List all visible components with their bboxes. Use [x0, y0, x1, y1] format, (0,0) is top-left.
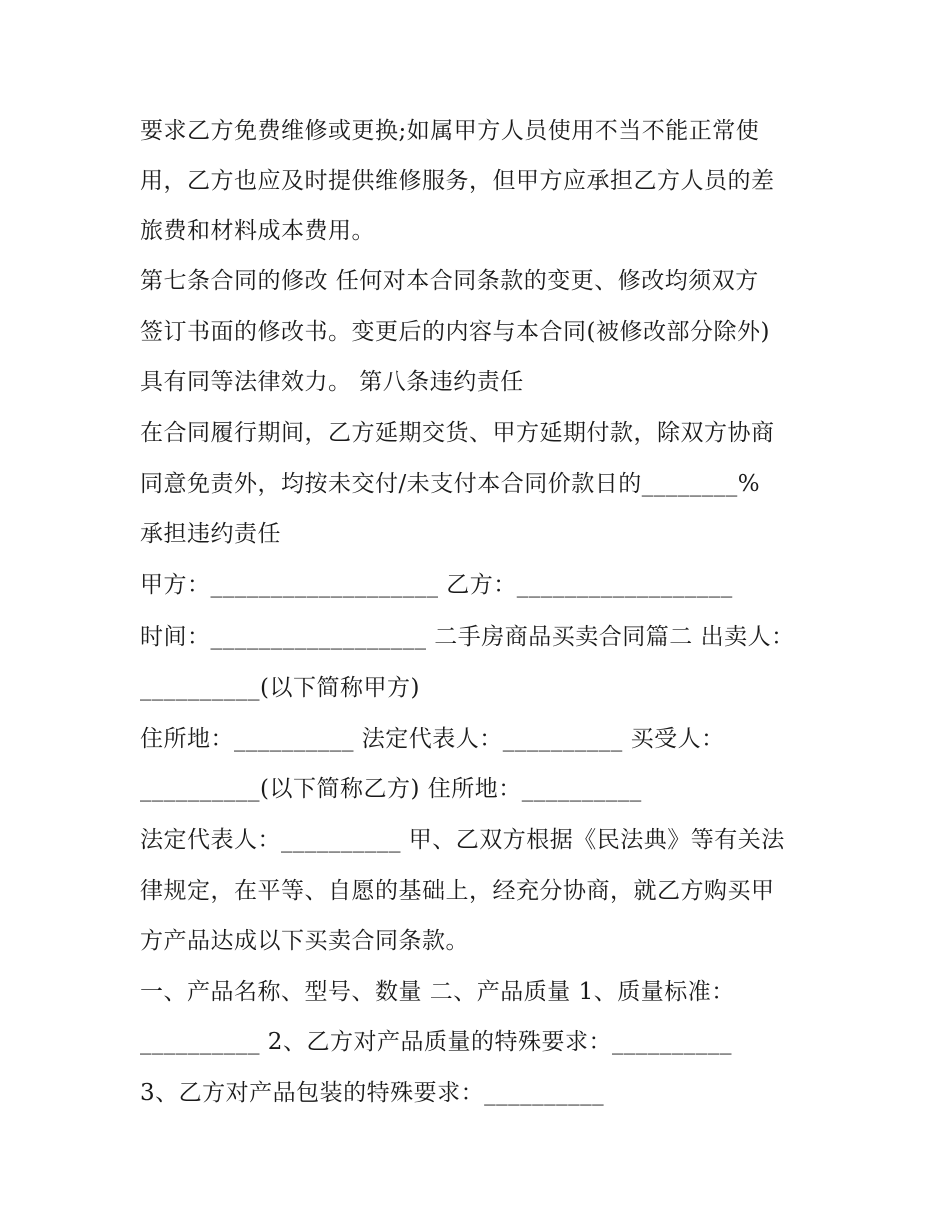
text-line: 用，乙方也应及时提供维修服务，但甲方应承担乙方人员的差 [140, 168, 775, 194]
text-line: __________(以下简称甲方) [140, 675, 420, 701]
text-line: 方产品达成以下买卖合同条款。 [140, 928, 469, 954]
text-line: __________(以下简称乙方) 住所地：__________ [140, 776, 642, 802]
text-line: __________ 2、乙方对产品质量的特殊要求：__________ [140, 1029, 732, 1055]
text-line: 在合同履行期间，乙方延期交货、甲方延期付款，除双方协商 [140, 420, 775, 446]
signature-line-parties: 甲方：___________________ 乙方：__________________ [140, 572, 733, 598]
text-line: 同意免责外，均按未交付/未支付本合同价款日的________% [140, 471, 761, 497]
text-line: 旅费和材料成本费用。 [140, 218, 375, 244]
text-line: 时间：__________________ 二手房商品买卖合同篇二 出卖人： [140, 624, 795, 650]
text-line: 一、产品名称、型号、数量 二、产品质量 1、质量标准： [140, 979, 735, 1005]
text-line: 律规定，在平等、自愿的基础上，经充分协商，就乙方购买甲 [140, 878, 775, 904]
text-line: 具有同等法律效力。 第八条违约责任 [140, 369, 524, 395]
text-line: 法定代表人：__________ 甲、乙双方根据《民法典》等有关法 [140, 827, 785, 853]
text-line: 3、乙方对产品包装的特殊要求：__________ [140, 1080, 605, 1106]
text-line: 承担违约责任 [140, 521, 281, 547]
text-line: 签订书面的修改书。变更后的内容与本合同(被修改部分除外) [140, 319, 770, 345]
text-line: 第七条合同的修改 任何对本合同条款的变更、修改均须双方 [140, 268, 759, 294]
text-line: 住所地：__________ 法定代表人：__________ 买受人： [140, 726, 725, 752]
text-line: 要求乙方免费维修或更换;如属甲方人员使用不当不能正常使 [140, 118, 760, 144]
